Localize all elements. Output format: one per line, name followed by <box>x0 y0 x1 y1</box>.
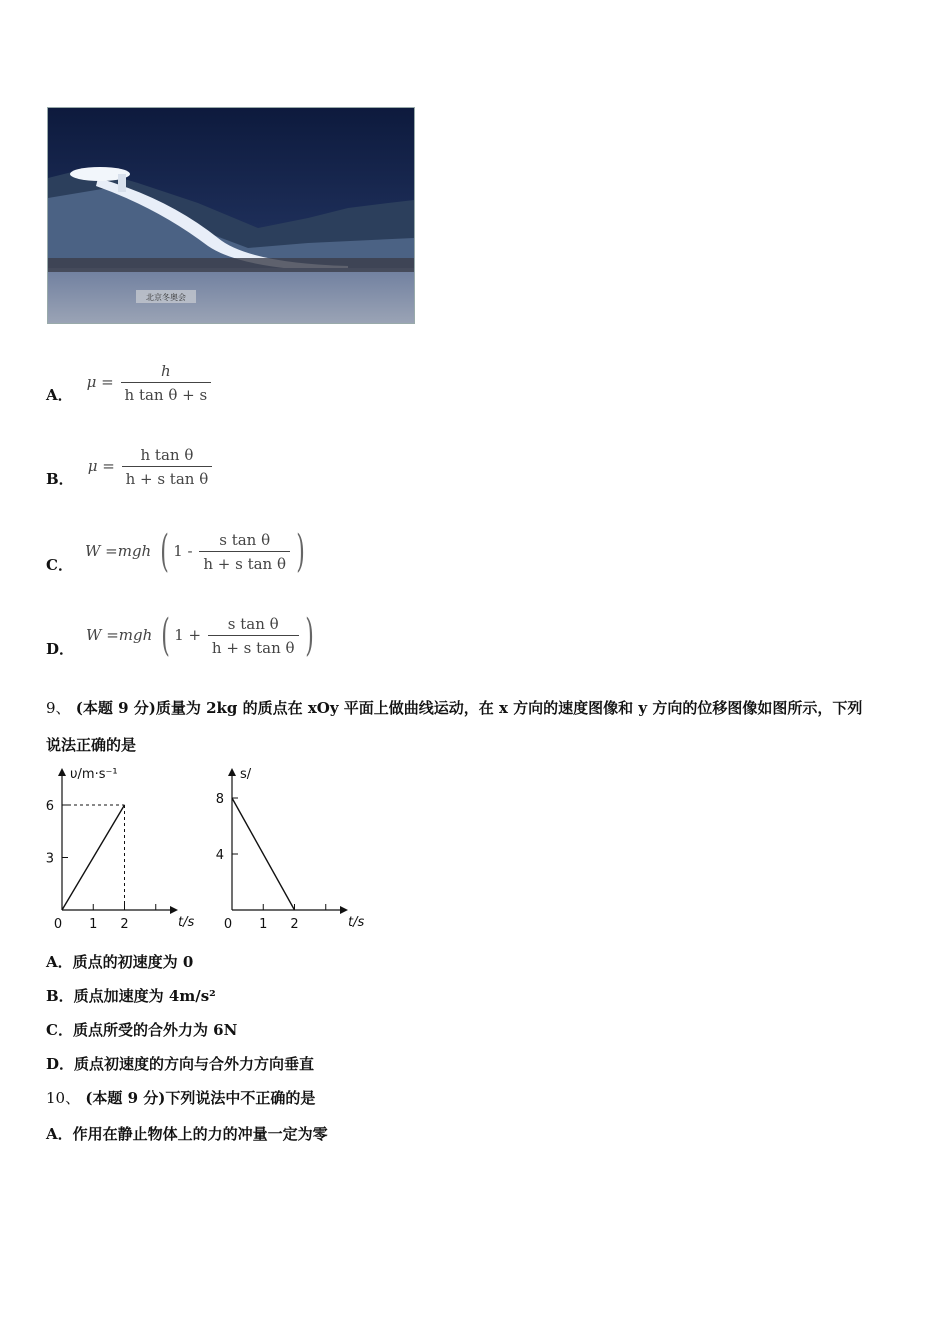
photo-caption: 北京冬奥会 <box>146 293 186 302</box>
x-tick-label: 1 <box>89 917 98 932</box>
option-c-letter: C． <box>46 555 73 574</box>
data-line <box>232 798 295 910</box>
x-tick-label: 0 <box>53 917 63 932</box>
q10-stem: (本题 9 分)下列说法中不正确的是 <box>85 1089 316 1107</box>
option-b-letter: B． <box>46 469 74 488</box>
q9-option-a[interactable]: A．质点的初速度为 0 <box>46 953 194 971</box>
x-axis-arrow <box>170 906 178 914</box>
data-line <box>62 805 125 910</box>
y-tick-label: 6 <box>45 799 54 814</box>
q9-stem-1: (本题 9 分)质量为 2kg 的质点在 xOy 平面上做曲线运动，在 x 方向的速度图像和 y 方向的位移图像如图所示，下列 <box>75 699 863 717</box>
y-axis-label: s/ <box>240 767 252 782</box>
y-axis-label: υ/m·s⁻¹ <box>70 767 118 782</box>
option-c-formula: W =mgh ( 1 - $\frac{\text{s tan θ}}{\text{h + s tan θ}}$ ) <box>84 526 305 577</box>
x-tick-label: 2 <box>290 917 299 932</box>
ski-jump-photo <box>47 107 415 324</box>
option-d-letter: D． <box>46 639 75 658</box>
option-b[interactable] <box>46 442 214 492</box>
x-axis-label: t/s <box>348 915 365 930</box>
x-axis-arrow <box>340 906 348 914</box>
option-b-formula: μ = $\frac{\text{h tan θ}}{\text{h + s tan θ}}$ <box>88 446 215 488</box>
q9-option-b[interactable]: B．质点加速度为 4m/s² <box>46 987 216 1005</box>
q10-number: 10、 <box>46 1089 81 1107</box>
q9-option-d[interactable]: D．质点初速度的方向与合外力方向垂直 <box>46 1055 315 1073</box>
option-d-formula: W =mgh ( 1 + $\frac{\text{s tan θ}}{\text{h + s tan θ}}$ ) <box>86 610 314 661</box>
q9-option-c[interactable]: C．质点所受的合外力为 6N <box>46 1021 238 1039</box>
q10-text <box>46 1087 315 1108</box>
q9-text-line1 <box>46 697 862 718</box>
x-tick-label: 2 <box>120 917 129 932</box>
q9-text-line2: 说法正确的是 <box>46 736 137 754</box>
option-a-letter: A． <box>46 385 73 404</box>
ski-jump-illustration <box>48 108 414 323</box>
y-tick-label: 8 <box>215 792 224 807</box>
option-c[interactable] <box>46 526 309 578</box>
y-axis-arrow <box>228 768 236 776</box>
option-a[interactable] <box>46 358 213 408</box>
displacement-time-graph <box>210 762 370 937</box>
option-a-formula: μ = $\frac{h}{\text{h tan θ + s}}$ <box>87 362 214 404</box>
y-tick-label: 3 <box>45 851 54 867</box>
x-tick-label: 0 <box>223 917 233 932</box>
x-tick-label: 1 <box>259 917 268 932</box>
y-tick-label: 4 <box>215 848 224 863</box>
q10-option-a[interactable]: A．作用在静止物体上的力的冲量一定为零 <box>46 1125 328 1143</box>
option-d[interactable] <box>46 610 318 662</box>
velocity-time-graph <box>40 762 200 937</box>
y-axis-arrow <box>58 768 66 776</box>
q9-number: 9、 <box>46 699 71 717</box>
x-axis-label: t/s <box>178 915 195 930</box>
